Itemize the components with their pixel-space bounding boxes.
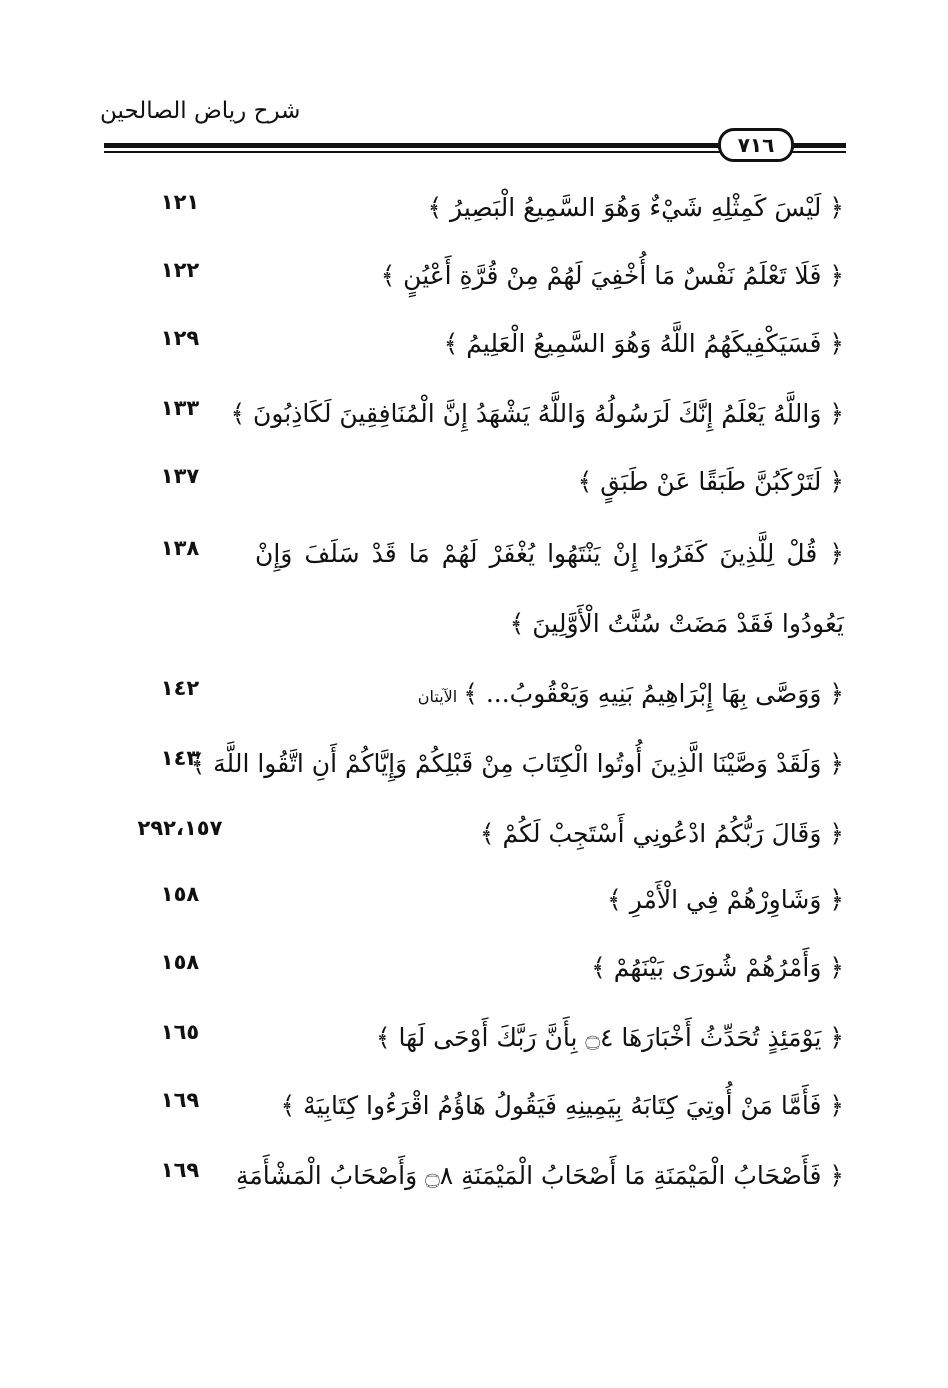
page-reference: ١٤٣ bbox=[160, 746, 200, 770]
page-reference: ١٦٩ bbox=[160, 1088, 200, 1112]
page-reference: ١٥٨ bbox=[160, 950, 200, 974]
verse-text-main: ﴿ وَوَصَّى بِهَا إِبْرَاهِيمُ بَنِيهِ وَيَعْقُوبُ... ﴾ bbox=[463, 679, 844, 708]
verse-text: ﴿ وَاللَّهُ يَعْلَمُ إِنَّكَ لَرَسُولُهُ وَاللَّهُ يَشْهَدُ إِنَّ الْمُنَافِقِينَ لَكَاذِبُونَ ﴾ bbox=[230, 399, 844, 428]
verse-text: ﴿ لَيْسَ كَمِثْلِهِ شَيْءٌ وَهُوَ السَّمِيعُ الْبَصِيرُ ﴾ bbox=[427, 193, 844, 222]
verse-text: ﴿ وَأَمْرُهُمْ شُورَى بَيْنَهُمْ ﴾ bbox=[591, 953, 844, 982]
verse-text: ﴿ فَأَصْحَابُ الْمَيْمَنَةِ مَا أَصْحَابُ الْمَيْمَنَةِ ۝٨ وَأَصْحَابُ الْمَشْأَمَةِ bbox=[235, 1161, 844, 1190]
verse-text: ﴿ وَقَالَ رَبُّكُمُ ادْعُونِي أَسْتَجِبْ لَكُمْ ﴾ bbox=[479, 819, 844, 848]
verse-text: ﴿ فَسَيَكْفِيكَهُمُ اللَّهُ وَهُوَ السَّمِيعُ الْعَلِيمُ ﴾ bbox=[443, 329, 844, 358]
page-number: ٧١٦ bbox=[718, 128, 794, 162]
page-reference: ١٣٨ bbox=[160, 536, 200, 560]
page-reference: ١٣٣ bbox=[160, 396, 200, 420]
verse-text: ﴿ وَشَاوِرْهُمْ فِي الْأَمْرِ ﴾ bbox=[607, 885, 844, 914]
verse-text: ﴿ يَوْمَئِذٍ تُحَدِّثُ أَخْبَارَهَا ۝٤ بِأَنَّ رَبَّكَ أَوْحَى لَهَا ﴾ bbox=[375, 1023, 844, 1052]
verse-text: ﴿ وَلَقَدْ وَصَّيْنَا الَّذِينَ أُوتُوا الْكِتَابَ مِنْ قَبْلِكُمْ وَإِيَّاكُمْ أَنِ اتَّقُوا اللَّهَ ﴾ bbox=[190, 749, 844, 778]
verse-text bbox=[418, 676, 844, 715]
verse-note: الآيتان bbox=[417, 687, 458, 706]
verse-text-line-1: ﴿ قُلْ لِلَّذِينَ كَفَرُوا إِنْ يَنْتَهُوا يُغْفَرْ لَهُمْ مَا قَدْ سَلَفَ وَإِنْ bbox=[255, 539, 844, 568]
page-reference: ١٦٥ bbox=[160, 1020, 200, 1044]
page-reference: ١٥٨ bbox=[160, 882, 200, 906]
page-reference: ١٢٢ bbox=[160, 258, 200, 282]
page-reference: ١٢٩ bbox=[160, 326, 200, 350]
page-reference: ١٢١ bbox=[160, 190, 200, 214]
page-reference: ٢٩٢،١٥٧ bbox=[137, 816, 223, 840]
page-reference: ١٦٩ bbox=[160, 1158, 200, 1182]
verse-text-line-2: يَعُودُوا فَقَدْ مَضَتْ سُنَّتُ الْأَوَّلِينَ ﴾ bbox=[509, 609, 844, 638]
page-reference: ١٤٢ bbox=[160, 676, 200, 700]
verse-text: ﴿ فَأَمَّا مَنْ أُوتِيَ كِتَابَهُ بِيَمِينِهِ فَيَقُولُ هَاؤُمُ اقْرَءُوا كِتَابِيَهْ ﴾ bbox=[280, 1091, 844, 1120]
book-title: شرح رياض الصالحين bbox=[100, 98, 301, 124]
verse-text: ﴿ لَتَرْكَبُنَّ طَبَقًا عَنْ طَبَقٍ ﴾ bbox=[577, 467, 844, 496]
page-reference: ١٣٧ bbox=[160, 464, 200, 488]
verse-text: ﴿ فَلَا تَعْلَمُ نَفْسٌ مَا أُخْفِيَ لَهُمْ مِنْ قُرَّةِ أَعْيُنٍ ﴾ bbox=[380, 261, 844, 290]
